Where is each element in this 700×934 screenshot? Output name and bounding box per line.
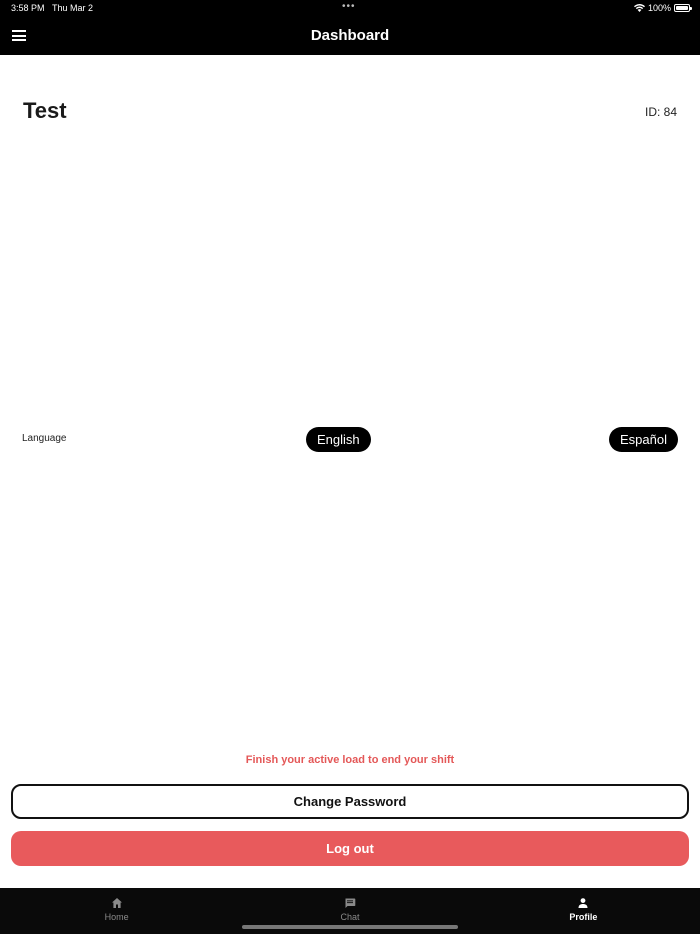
multitask-dots[interactable]: ••• bbox=[342, 1, 356, 12]
tab-profile-label: Profile bbox=[569, 912, 598, 922]
tab-profile[interactable] bbox=[467, 888, 700, 934]
change-password-button[interactable]: Change Password bbox=[11, 784, 689, 819]
top-bar bbox=[0, 0, 700, 55]
shift-warning-text: Finish your active load to end your shift bbox=[245, 754, 455, 766]
wifi-icon bbox=[634, 4, 645, 12]
language-espanol-button[interactable]: Español bbox=[609, 427, 678, 452]
chat-icon bbox=[344, 897, 356, 909]
language-english-button[interactable]: English bbox=[306, 427, 371, 452]
bottom-tab-bar bbox=[0, 888, 700, 934]
language-label: Language bbox=[22, 433, 67, 444]
page-title: Dashboard bbox=[310, 27, 390, 44]
status-date: Thu Mar 2 bbox=[52, 3, 94, 13]
person-icon bbox=[577, 897, 589, 909]
battery-percent: 100% bbox=[647, 3, 671, 13]
status-right bbox=[634, 3, 690, 13]
home-icon bbox=[111, 897, 123, 909]
tab-home[interactable] bbox=[0, 888, 233, 934]
tab-chat-label: Chat bbox=[340, 912, 360, 922]
tab-home-label: Home bbox=[104, 912, 129, 922]
logout-button[interactable]: Log out bbox=[11, 831, 689, 866]
status-time: 3:58 PM bbox=[11, 3, 45, 13]
user-id: ID: 84 bbox=[644, 105, 677, 119]
battery-icon bbox=[674, 4, 690, 12]
user-name: Test bbox=[23, 98, 67, 123]
hamburger-menu-icon[interactable] bbox=[12, 30, 26, 41]
home-indicator[interactable] bbox=[242, 925, 458, 929]
